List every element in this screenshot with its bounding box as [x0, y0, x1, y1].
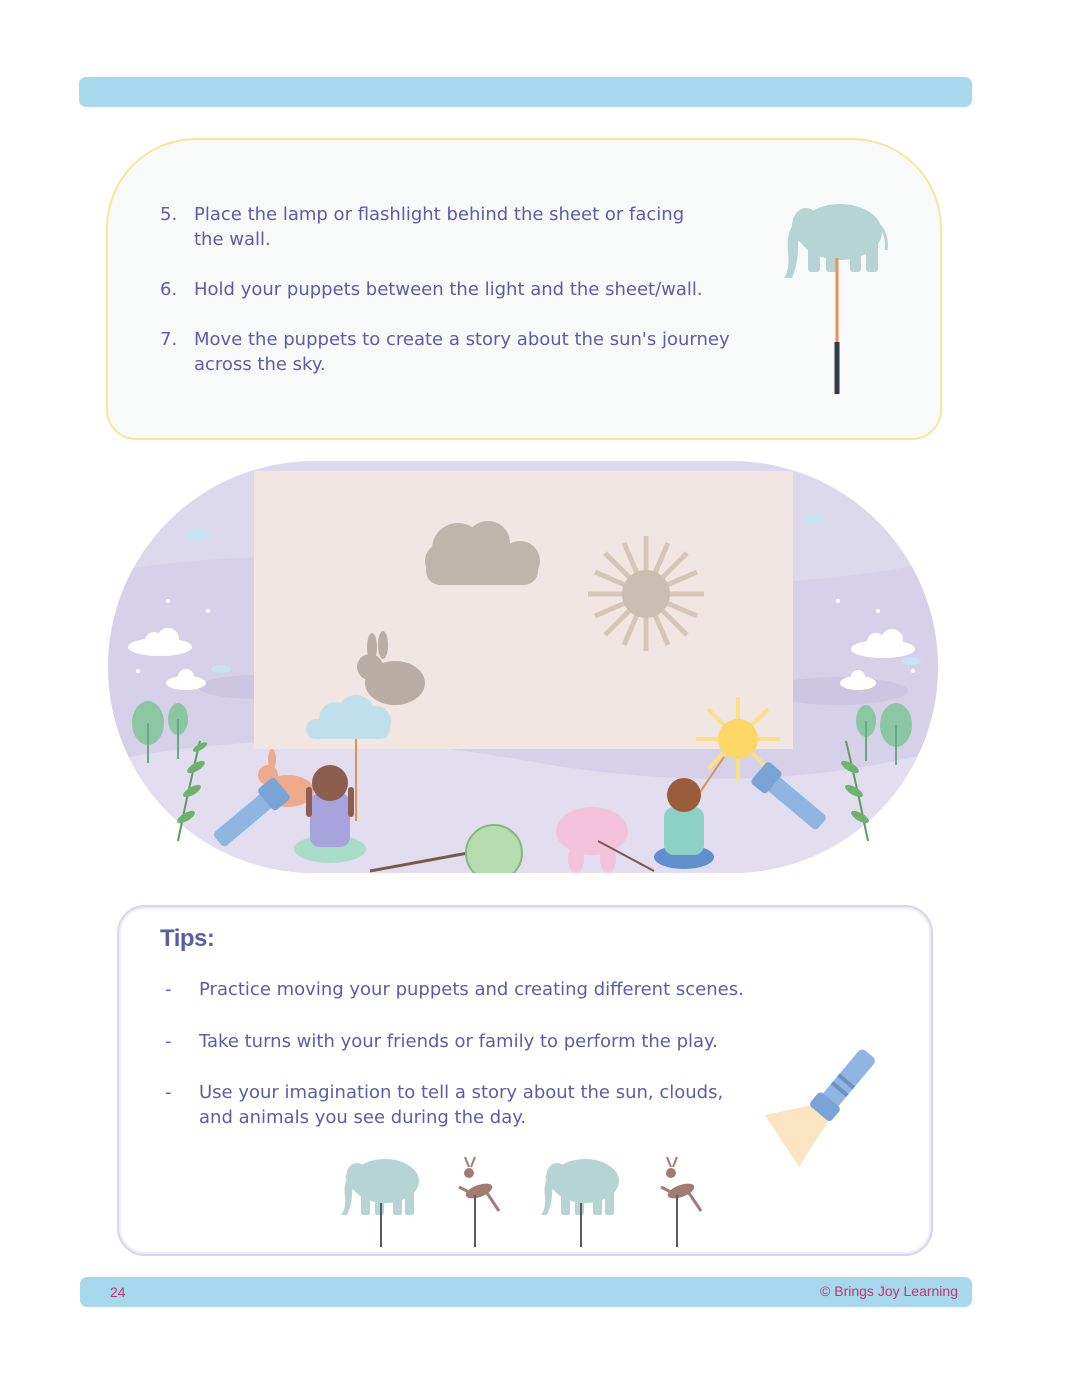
tip-bullet: -: [165, 1082, 172, 1103]
elephant-puppet-icon: [541, 1159, 619, 1247]
step-text: Move the puppets to create a story about the sun's journey across the sky.: [194, 329, 730, 375]
shadow-puppet-scene-illustration: [108, 461, 938, 873]
tip-text: Practice moving your puppets and creating different scenes.: [199, 979, 744, 1000]
tip-text: Use your imagination to tell a story about the sun, clouds, and animals you see during the day.: [199, 1082, 724, 1128]
step-text: Hold your puppets between the light and the sheet/wall.: [194, 279, 703, 300]
tips-title: Tips:: [160, 925, 215, 952]
header-bar: [79, 77, 972, 107]
step-number: 7.: [160, 329, 178, 350]
page-number: 24: [110, 1284, 126, 1300]
sun-shadow-icon: [588, 536, 704, 651]
tips-card: [117, 905, 933, 1256]
elephant-puppet-icon: [780, 192, 892, 396]
step-text: Place the lamp or flashlight behind the sheet or facing the wall.: [194, 204, 685, 250]
instructions-card: [106, 138, 942, 440]
elephant-puppet-icon: [341, 1159, 419, 1247]
deer-puppet-icon: [459, 1157, 499, 1247]
tip-text: Take turns with your friends or family to perform the play.: [199, 1031, 718, 1052]
tip-bullet: -: [165, 1031, 172, 1052]
footer-bar: [80, 1277, 972, 1307]
tip-bullet: -: [165, 979, 172, 1000]
step-number: 5.: [160, 204, 178, 225]
copyright-text: © Brings Joy Learning: [820, 1283, 958, 1299]
puppet-row: [337, 1153, 717, 1249]
deer-puppet-icon: [661, 1157, 701, 1247]
step-number: 6.: [160, 279, 178, 300]
flashlight-icon: [759, 1043, 894, 1173]
